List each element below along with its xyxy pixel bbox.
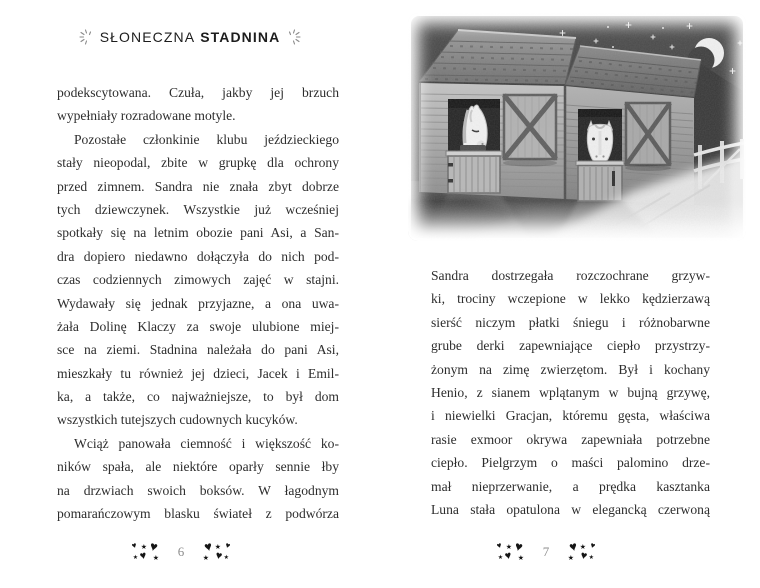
night-stable-drawing: [408, 13, 746, 241]
text-line: pomarańczowym blasku świateł z podwórza: [57, 506, 339, 522]
star-icon: ★: [588, 555, 595, 561]
text-line: wypełniały rozradowane motyle.: [57, 108, 236, 124]
star-icon: ★: [567, 554, 575, 562]
text-line: Wydawały się jednak przyjazne, a ona uwa-: [57, 295, 339, 311]
heart-icon: ♥: [138, 549, 148, 563]
star-icon: ★: [132, 555, 139, 561]
series-title-word2: STADNINA: [200, 29, 281, 45]
text-line: sce na ziemi. Stadnina należała do pani Asi,: [57, 342, 339, 358]
text-line: i niewielki Gracjan, któremu gęsta, właściwa: [431, 408, 710, 424]
heart-icon: ♥: [214, 549, 224, 563]
text-line: rasie exmoor okrywa zapewniała potrzebne: [431, 431, 710, 447]
text-line: ka, a także, co najważniejsze, to był dom: [57, 389, 339, 405]
right-page-text: [431, 264, 710, 521]
star-icon: ★: [579, 543, 587, 551]
text-line: ciepło. Pielgrzym o maści palomino drze-: [431, 455, 710, 471]
text-line: przed zimnem. Sandra nie znała zbyt dobrze: [57, 178, 339, 194]
right-page-footer: [380, 538, 712, 565]
text-line: tych dziewczynek. Wszystkie już wcześniej: [57, 201, 339, 217]
stable-illustration: [408, 13, 746, 241]
heart-icon: ♥: [567, 538, 579, 555]
star-icon: ★: [497, 555, 504, 561]
hearts-stars-ornament: [562, 538, 597, 565]
text-line: Henio, z sianem wplątanym w bujną grzywę,: [431, 384, 710, 400]
star-icon: ★: [140, 543, 148, 551]
star-icon: ★: [505, 543, 513, 551]
text-line: na drzwiach swoich boksów. W łagodnym: [57, 482, 339, 498]
left-page-text: [57, 81, 339, 525]
text-line: stały nieopodal, zbite w grupkę dla ochrony: [57, 155, 339, 171]
heart-icon: ♥: [148, 538, 160, 555]
sunburst-icon: [287, 29, 301, 45]
hearts-stars-ornament: [495, 538, 530, 565]
text-line: spotkały się na letnim obozie pani Asi, a San-: [57, 225, 339, 241]
text-line: żonym na zimę zwierzętom. Był i kochany: [431, 361, 710, 377]
page-number: 6: [177, 544, 185, 559]
text-line: żała Dolinę Klaczy za swoje ulubione miej-: [57, 318, 339, 334]
star-icon: ★: [214, 543, 222, 551]
text-line: czas codziennych zimowych zajęć w stajni.: [57, 272, 339, 288]
text-line: ników spała, ale niektóre oparły sennie łby: [57, 459, 339, 475]
text-line: Luna stała opatulona w elegancką czerwoną: [431, 501, 710, 517]
star-icon: ★: [152, 554, 160, 562]
series-title: [100, 29, 281, 45]
text-line: dra dopiero niedawno dołączyła do nich pod-: [57, 248, 339, 264]
series-title-word1: SŁONECZNA: [99, 29, 196, 45]
text-line: grube derki zapewniające ciepło przystrzy-: [431, 338, 710, 354]
text-line: wszystkich tutejszych cudownych kucyków.: [57, 412, 298, 428]
heart-icon: ♥: [202, 538, 214, 555]
text-line: sierść niczym płatki śniegu i różnobarwne: [431, 314, 710, 330]
text-line: Sandra dostrzegała rozczochrane grzyw-: [431, 268, 710, 283]
star-icon: ★: [517, 554, 525, 562]
hearts-stars-ornament: [197, 538, 232, 565]
heart-icon: ♥: [579, 549, 589, 563]
heart-icon: ♥: [503, 549, 513, 563]
text-line: mał nieprzerwanie, a prędka kasztanka: [431, 478, 710, 494]
page-number: 7: [542, 544, 550, 559]
hearts-stars-ornament: [130, 538, 165, 565]
star-icon: ★: [202, 554, 210, 562]
text-line: Pozostałe członkinie klubu jeździeckiego: [74, 131, 339, 147]
left-page-footer: [0, 538, 362, 565]
star-icon: ★: [223, 555, 230, 561]
heart-icon: ♥: [224, 540, 232, 551]
sunburst-icon: [79, 29, 93, 45]
heart-icon: ♥: [130, 540, 138, 551]
pencil-grain: [408, 13, 746, 241]
text-line: Wciąż panowała ciemność i większość ko-: [74, 435, 339, 451]
heart-icon: ♥: [495, 540, 503, 551]
text-line: ki, trociny wczepione w lekko kędzierzawą: [431, 291, 710, 307]
text-line: podekscytowana. Czuła, jakby jej brzuch: [57, 85, 339, 100]
heart-icon: ♥: [513, 538, 525, 555]
running-head: [0, 29, 380, 45]
heart-icon: ♥: [589, 540, 597, 551]
text-line: mieszkały tu również jej dzieci, Jacek i Emil-: [57, 365, 339, 381]
